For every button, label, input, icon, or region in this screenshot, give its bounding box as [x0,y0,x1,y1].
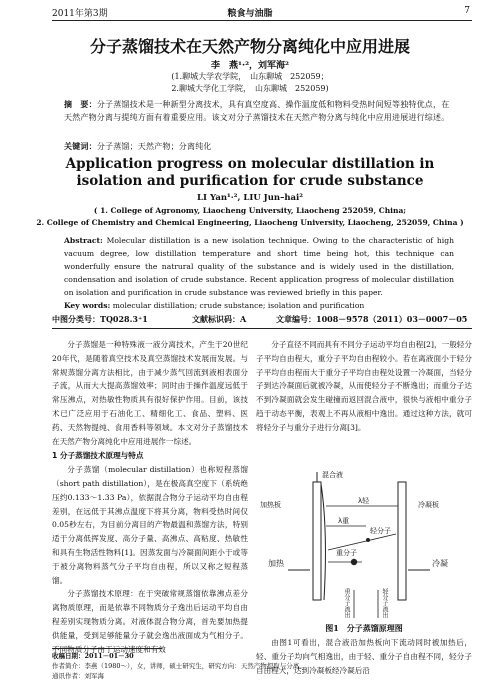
affiliation-en-2: 2. College of Chemistry and Chemical Engineering, Liaocheng University, Liaocheng, 252059, China ) [36,218,464,227]
footnote [52,651,306,681]
article-number: 文章编号：1008－9578（2011）03－0007－05 [276,314,468,324]
light-molecule [366,538,370,542]
title-en: Application progress on molecular distillation in isolation and purification for crude substance [65,156,435,189]
footnote-contact: 通讯作者：刘军海 [52,672,104,680]
authors-en: LI Yan¹·², LIU Jun–hai² [197,193,303,203]
affiliation-cn-1: (1.聊城大学农学院， 山东聊城 252059； [171,72,329,81]
paragraph-definition: 分子蒸馏（molecular distillation）也称短程蒸馏（short path distillation），是在极高真空度下（系统绝压约0.133～1.33 Pa），依据混合物分子运动平均自由程差别，在远低于其沸点温度下将其分离，物料受热时间仅0.05秒左右，为目前分离目的产物最温和蒸馏方法，特别适于分离低挥发度、高分子量、高沸点、高粘度、热敏性和具有生物活性物料[1]。因蒸发面与冷凝面间距小于或等于被分离物料蒸气分子平均自由程，所以又称之短程蒸馏。 [52,465,248,585]
right-column-top [256,338,472,435]
keywords-en-text: molecular distillation; crude substance; isolation and purification [112,301,365,310]
liquid-film [321,484,325,600]
label-heat: 加热 [268,559,284,568]
keywords-cn [64,140,454,153]
abstract-cn-text: 分子蒸馏技术是一种新型分离技术，具有真空度高、操作温度低和物料受热时间短等独特优点，在天然产物分离与提纯方面有着重要应用。该文对分子蒸馏技术在天然产物分离与纯化中应用进展进行综述。 [64,100,450,122]
running-header-journal: 粮食与油脂 [227,9,273,19]
abstract-en [64,234,454,299]
abstract-en-text: Molecular distillation is a new isolation technique. Owing to the characteristic of high vacuum degree, low distillation temperature and short time being hot, this technique can wonderfully ensure the natrural quality of the substance and is widely used in the distillation, condensation and isolation of crude substance. Recent application progress of molecular distillation on isolation and purification in crude substance was reviewed briefly in this paper. [64,236,454,297]
label-lambda-heavy: λ重 [338,517,350,525]
affiliation-en-1: ( 1. College of Agronomy, Liaocheng University, Liaocheng 252059, China; [93,206,407,215]
title-cn: 分子蒸馏技术在天然产物分离纯化中应用进展 [89,37,410,56]
affiliation-cn-2: 2.聊城大学化工学院， 山东聊城 252059) [171,84,329,93]
abstract-cn [64,98,454,124]
label-heating-plate: 加热板 [260,501,281,509]
left-column [52,338,248,656]
label-heavy-molecule: 重分子 [336,549,357,557]
label-cool: 冷凝 [432,559,448,568]
header-rule [52,20,472,21]
figure-1 [258,470,470,620]
label-lambda-light: λ轻 [358,497,370,505]
keywords-cn-label: 关键词： [64,141,97,151]
condenser-plate-shape [398,482,406,600]
running-header-page: 7 [464,6,470,16]
label-light-outflow: 轻分子流出 [381,588,388,618]
paragraph-intro: 分子蒸馏是一种特殊液一液分离技术，产生于20世纪20年代，是随着真空技术及真空蒸馏技术发展而发展。与常规蒸馏分离方法相比，由于减少蒸气回流到液相表面分子流，从而大大提高蒸馏效率；同时由于操作温度远低于常压沸点，对热敏性物质具有很好保护作用。目前，该技术已广泛应用于石油化工、精细化工、食品、塑料、医药、天然物提纯、食用香料等领域。本文对分子蒸馏技术在天然产物分离纯化中应用进展作一综述。 [52,340,248,446]
authors-cn: 李 燕¹·²，刘军海² [211,61,289,71]
label-mixture: 混合液 [322,471,343,479]
keywords-en-label: Key words: [64,301,111,310]
figure-1-caption: 图1 分子蒸馏原理图 [325,623,403,633]
abstract-cn-label: 摘 要： [64,99,97,109]
keywords-cn-text: 分子蒸馏；天然产物；分离纯化 [96,142,212,151]
section-rule [52,328,472,329]
footnote-received: 收稿日期：2011－01－30 [52,652,134,660]
classification-number: 中图分类号：TQ028.3⁺1 [52,314,148,324]
paragraph-mean-free-path: 分子直径不同而具有不同分子运动平均自由程[2]，一般轻分子平均自由程大，重分子平均自由程较小。若在离液面小于轻分子平均自由程而大于重分子平均自由程处设置一冷凝面，当轻分子到达冷凝面后就被冷凝，从而使轻分子不断逸出；而重分子达不到冷凝面就会发生碰撞而返回混合液中，很快与液相中重分子趋于动态平衡，表观上不再从液相中逸出。通过这种方法，就可将轻分子与重分子进行分离[3]。 [256,340,472,432]
paragraph-principle: 分子蒸馏技术原理：在于突破常规蒸馏依靠沸点差分离物质原理，而是依靠不同物质分子逸出后运动平均自由程差别实现物质分离。对液体混合物分离，首先要加热提供能量，受到足够能量分子就会逸出液面成为气相分子。不同物质分子由于运动速度和有效 [52,589,248,654]
document-code: 文献标识码：A [192,314,247,324]
label-condenser-plate: 冷凝板 [418,501,439,509]
abstract-en-label: Abstract: [64,236,103,245]
running-header-issue: 2011年第3期 [52,9,108,19]
keywords-en [64,299,454,312]
distillation-diagram [258,470,470,620]
label-heavy-outflow: 重分子流出 [343,588,350,618]
heavy-molecule [351,559,357,565]
label-light-molecule: 轻分子 [370,527,391,535]
heating-plate-shape [313,482,321,600]
paragraph-figure-explanation: 由图1可看出，混合液沿加热板向下流动同时被加热后，轻、重分子均向气相逸出，由于轻、重分子自由程不同，轻分子自由程大，达到冷凝板经冷凝后沿 [256,638,472,675]
footnote-author: 作者简介：李燕（1980～），女，讲师，硕士研究生，研究方向：天然产物提取与分离。 [52,662,306,670]
section-1-heading: 1 分子蒸馏技术原理与特点 [52,451,144,461]
footnote-rule [52,648,162,649]
